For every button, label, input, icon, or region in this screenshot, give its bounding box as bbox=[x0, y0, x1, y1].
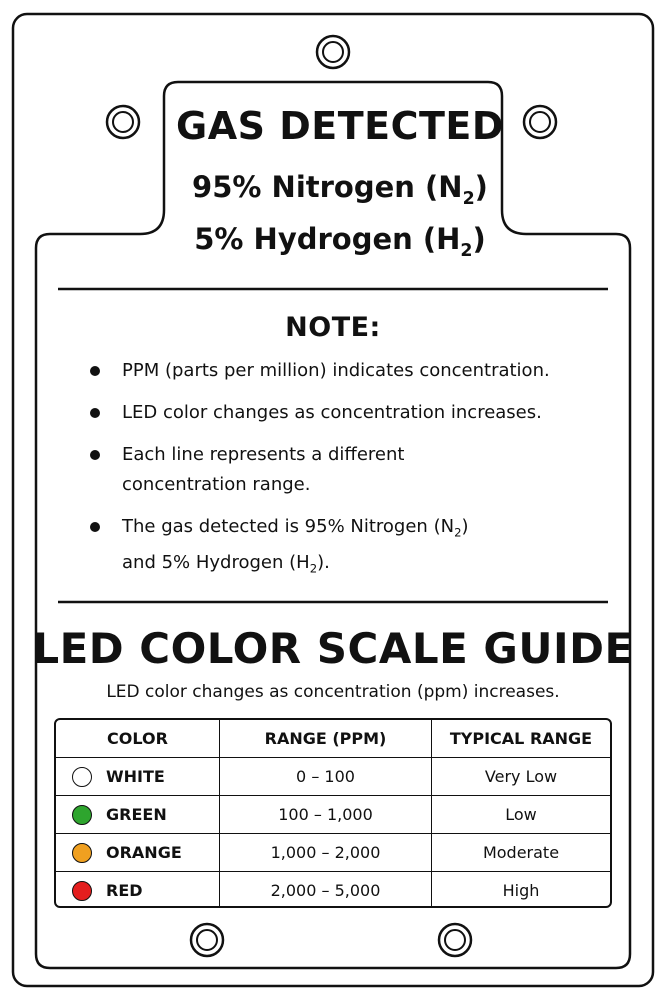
scale-guide-title: LED COLOR SCALE GUIDE bbox=[32, 624, 634, 673]
note-item-text: PPM (parts per million) indicates concentration. bbox=[122, 360, 550, 381]
gas-line-hydrogen bbox=[150, 222, 530, 261]
color-name: ORANGE bbox=[106, 843, 182, 862]
bullet-dot bbox=[90, 522, 100, 532]
gas-line-nitrogen-sub: 2 bbox=[462, 188, 475, 209]
led-red-indicator bbox=[72, 881, 92, 901]
note-item bbox=[90, 440, 590, 500]
bullet-dot bbox=[90, 366, 100, 376]
gas-line-nitrogen bbox=[150, 170, 530, 209]
note-item-sub-b: 2 bbox=[309, 561, 318, 576]
table-row bbox=[56, 795, 610, 833]
note-item-sub-a: 2 bbox=[454, 525, 462, 540]
range-cell: 0 – 100 bbox=[220, 758, 432, 795]
note-item bbox=[90, 512, 590, 583]
typical-cell: Moderate bbox=[482, 843, 560, 862]
typical-cell: Low bbox=[505, 805, 537, 824]
note-item-line-a: Each line represents a different bbox=[122, 444, 405, 465]
color-cell bbox=[56, 758, 220, 795]
note-list bbox=[90, 356, 590, 595]
note-item-line-b: concentration range. bbox=[122, 474, 311, 495]
range-cell: 2,000 – 5,000 bbox=[220, 872, 432, 908]
led-scale-table bbox=[54, 718, 612, 908]
note-item-line-b: and 5% Hydrogen (H bbox=[122, 551, 310, 573]
bullet-dot bbox=[90, 450, 100, 460]
table-row bbox=[56, 757, 610, 795]
color-cell bbox=[56, 834, 220, 871]
note-item bbox=[90, 398, 590, 428]
gas-line-hydrogen-end: ) bbox=[472, 222, 486, 256]
range-cell: 100 – 1,000 bbox=[220, 796, 432, 833]
color-name: RED bbox=[106, 881, 143, 900]
color-cell bbox=[56, 796, 220, 833]
table-row bbox=[56, 871, 610, 908]
table-row bbox=[56, 833, 610, 871]
gas-detected-title: GAS DETECTED bbox=[176, 104, 504, 148]
note-item bbox=[90, 356, 590, 386]
mounting-hole-top bbox=[317, 36, 349, 68]
led-orange-indicator bbox=[72, 843, 92, 863]
typical-cell: High bbox=[502, 881, 540, 900]
header-typical: TYPICAL RANGE bbox=[449, 729, 593, 748]
gas-line-hydrogen-text: 5% Hydrogen (H bbox=[194, 222, 461, 256]
color-name: WHITE bbox=[106, 767, 165, 786]
gas-line-nitrogen-text: 95% Nitrogen (N bbox=[192, 170, 463, 204]
gas-line-hydrogen-sub: 2 bbox=[460, 240, 473, 261]
gas-line-nitrogen-end: ) bbox=[474, 170, 488, 204]
color-name: GREEN bbox=[106, 805, 167, 824]
scale-guide-subtitle: LED color changes as concentration (ppm) increases. bbox=[106, 682, 560, 702]
color-cell bbox=[56, 872, 220, 908]
bullet-dot bbox=[90, 408, 100, 418]
note-item-line-a: The gas detected is 95% Nitrogen (N bbox=[122, 516, 455, 537]
mounting-hole-bottom-left bbox=[191, 924, 223, 956]
table-header-row bbox=[56, 720, 610, 757]
note-item-end-b: ). bbox=[317, 551, 330, 573]
mounting-hole-upper-right bbox=[524, 106, 556, 138]
typical-cell: Very Low bbox=[484, 767, 558, 786]
note-item-text: LED color changes as concentration increases. bbox=[122, 402, 542, 423]
note-item-end-a: ) bbox=[461, 516, 469, 537]
range-cell: 1,000 – 2,000 bbox=[220, 834, 432, 871]
header-range: RANGE (PPM) bbox=[220, 720, 432, 757]
header-color: COLOR bbox=[56, 720, 220, 757]
led-white-indicator bbox=[72, 767, 92, 787]
note-title: NOTE: bbox=[285, 312, 381, 343]
mounting-hole-bottom-right bbox=[439, 924, 471, 956]
led-green-indicator bbox=[72, 805, 92, 825]
mounting-hole-upper-left bbox=[107, 106, 139, 138]
